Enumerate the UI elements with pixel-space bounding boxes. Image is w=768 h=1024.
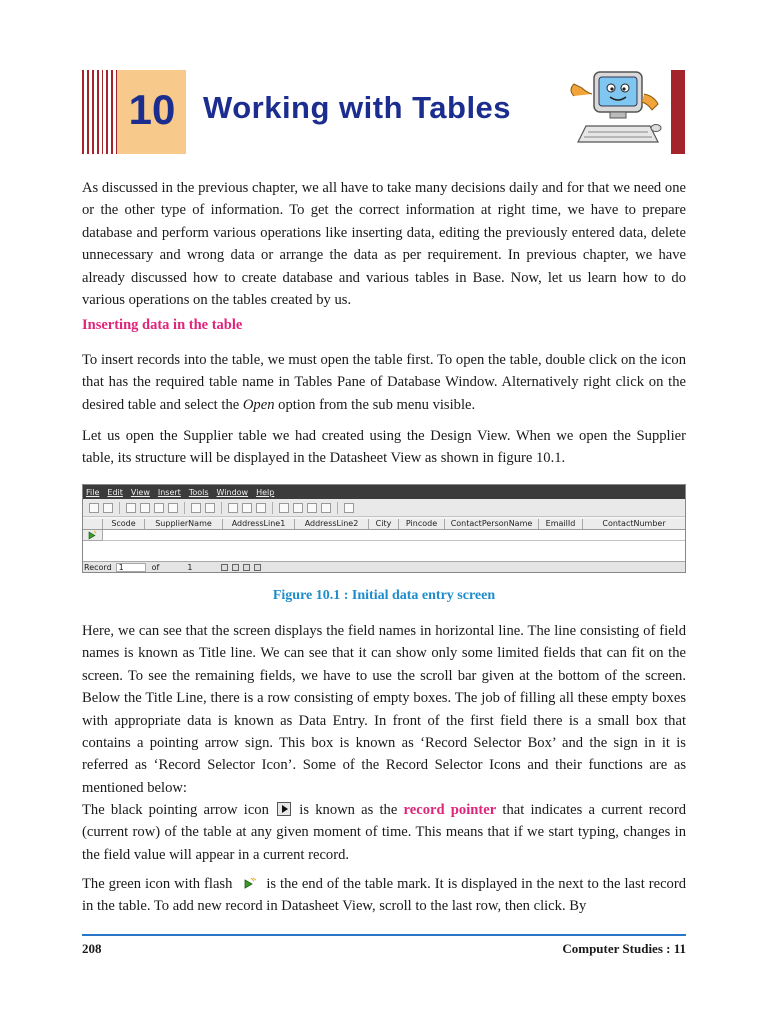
filter-icon[interactable] — [293, 503, 303, 513]
green-flash-icon — [240, 877, 258, 891]
sort-ascending-icon[interactable] — [228, 503, 238, 513]
computer-mascot-icon — [566, 66, 666, 156]
record-selector-box[interactable] — [83, 530, 103, 541]
record-selector-header — [83, 519, 103, 529]
toolbar-separator — [221, 502, 222, 514]
menu-tools[interactable]: Tools — [188, 487, 209, 497]
column-header[interactable]: AddressLine1 — [223, 519, 295, 529]
next-record-icon[interactable] — [243, 564, 250, 571]
toolbar-separator — [184, 502, 185, 514]
column-header[interactable]: ContactNumber — [602, 519, 666, 528]
sort-icon[interactable] — [256, 503, 266, 513]
undo-icon[interactable] — [191, 503, 201, 513]
menu-help[interactable]: Help — [256, 487, 275, 497]
sort-descending-icon[interactable] — [242, 503, 252, 513]
menu-window[interactable]: Window — [216, 487, 249, 497]
open-option-text: Open — [242, 396, 275, 413]
record-pointer-paragraph — [82, 799, 686, 866]
figure-caption: Figure 10.1 : Initial data entry screen — [272, 588, 496, 603]
save-icon[interactable] — [89, 503, 99, 513]
edit-icon[interactable] — [103, 503, 113, 513]
text-segment: is known as the — [293, 802, 404, 818]
chapter-stripes — [82, 70, 118, 154]
record-navigation-bar — [83, 561, 685, 572]
print-icon[interactable] — [168, 503, 178, 513]
chapter-number: 10 — [128, 86, 176, 133]
column-header[interactable]: City — [369, 519, 399, 529]
new-record-flash-icon — [83, 530, 103, 541]
text-segment: option from the sub menu visible. — [274, 396, 476, 413]
text-segment: The black pointing arrow icon — [82, 802, 276, 818]
record-pointer-term: record pointer — [403, 802, 497, 818]
toolbar-separator — [119, 502, 120, 514]
title-line — [83, 519, 685, 530]
standard-filter-icon[interactable] — [307, 503, 317, 513]
page-number: 208 — [82, 941, 102, 956]
text-segment: To insert records into the table, we must open the table first. To open the table, double click on the icon that has the required table name in Tables Pane of Database Window. Alternatively right click on the desired table and select the — [82, 352, 686, 413]
column-header[interactable]: SupplierName — [145, 519, 223, 529]
menu-view[interactable]: View — [130, 487, 150, 497]
current-record-field[interactable]: 1 — [116, 563, 146, 572]
copy-icon[interactable] — [140, 503, 150, 513]
menu-file[interactable]: File — [86, 487, 100, 497]
open-supplier-paragraph: Let us open the Supplier table we had created using the Design View. When we open the Supplier table, its structure will be displayed in the Datasheet View as shown in figure 10.1. — [82, 428, 686, 467]
first-record-icon[interactable] — [221, 564, 228, 571]
column-header[interactable]: EmailId — [539, 519, 583, 529]
menu-insert[interactable]: Insert — [157, 487, 181, 497]
cut-icon[interactable] — [126, 503, 136, 513]
menu-bar — [83, 485, 685, 499]
record-pointer-arrow-icon — [277, 802, 291, 816]
redo-icon[interactable] — [205, 503, 215, 513]
paste-icon[interactable] — [154, 503, 164, 513]
end-of-table-paragraph — [82, 873, 686, 918]
header-right-bar — [671, 70, 685, 154]
column-header[interactable]: Pincode — [399, 519, 445, 529]
book-title: Computer Studies : 11 — [562, 941, 686, 956]
column-header[interactable]: ContactPersonName — [445, 519, 539, 529]
total-records: 1 — [187, 562, 193, 572]
datasheet-toolbar — [83, 499, 685, 517]
section-heading-inserting: Inserting data in the table — [82, 317, 243, 333]
intro-paragraph: As discussed in the previous chapter, we all have to take many decisions daily and for that we need one or the other type of information. To get the correct information at right time, we have to prepare database and perform various operations like inserting data, editing the previously entered data, delete unnecessary and wrong data or arrange the data as per requirement. In previous chapter, we have already discussed how to create database and various tables in Base. Now, let us learn how to do various operations on the tables created by us. — [82, 180, 686, 309]
text-segment: The green icon with flash — [82, 876, 237, 892]
of-label: of — [151, 562, 160, 572]
text-segment: is the end of the table mark. It is displayed in the next to the last record in the table. To add new record in Datasheet View, scroll to the last row, then click. By — [82, 876, 686, 915]
autofilter-icon[interactable] — [279, 503, 289, 513]
column-header[interactable]: AddressLine2 — [295, 519, 369, 529]
footer-rule — [82, 934, 686, 936]
previous-record-icon[interactable] — [232, 564, 239, 571]
text-segment: that indicates a current record (current row) of the table at any given moment of time. This means that if we start typing, changes in the field value will appear in a current record. — [82, 802, 686, 863]
insert-records-paragraph — [82, 349, 686, 416]
menu-edit[interactable]: Edit — [107, 487, 123, 497]
data-source-icon[interactable] — [344, 503, 354, 513]
column-header[interactable]: Scode — [103, 519, 145, 529]
title-line-paragraph: Here, we can see that the screen displays the field names in horizontal line. The line consisting of field names is known as Title line. We can see that it can show only some limited fields that can fit on the screen. To see the remaining fields, we have to use the scroll bar given at the bottom of the screen. Below the Title Line, there is a row consisting of empty boxes. The job of filling all these empty boxes with appropriate data is known as Data Entry. In front of the first field there is a small box that contains a pointing arrow sign. This box is known as ‘Record Selector Box’ and the sign in it is referred as ‘Record Selector Icon’. Some of the Record Selector Icons and their functions are as mentioned below: — [82, 623, 686, 796]
record-label: Record — [84, 562, 112, 572]
toolbar-separator — [337, 502, 338, 514]
chapter-title: Working with Tables — [203, 90, 512, 125]
data-entry-row[interactable] — [103, 530, 685, 541]
last-record-icon[interactable] — [254, 564, 261, 571]
datasheet-empty-area — [83, 541, 685, 561]
datasheet-view-figure — [82, 484, 686, 573]
toolbar-separator — [272, 502, 273, 514]
remove-filter-icon[interactable] — [321, 503, 331, 513]
